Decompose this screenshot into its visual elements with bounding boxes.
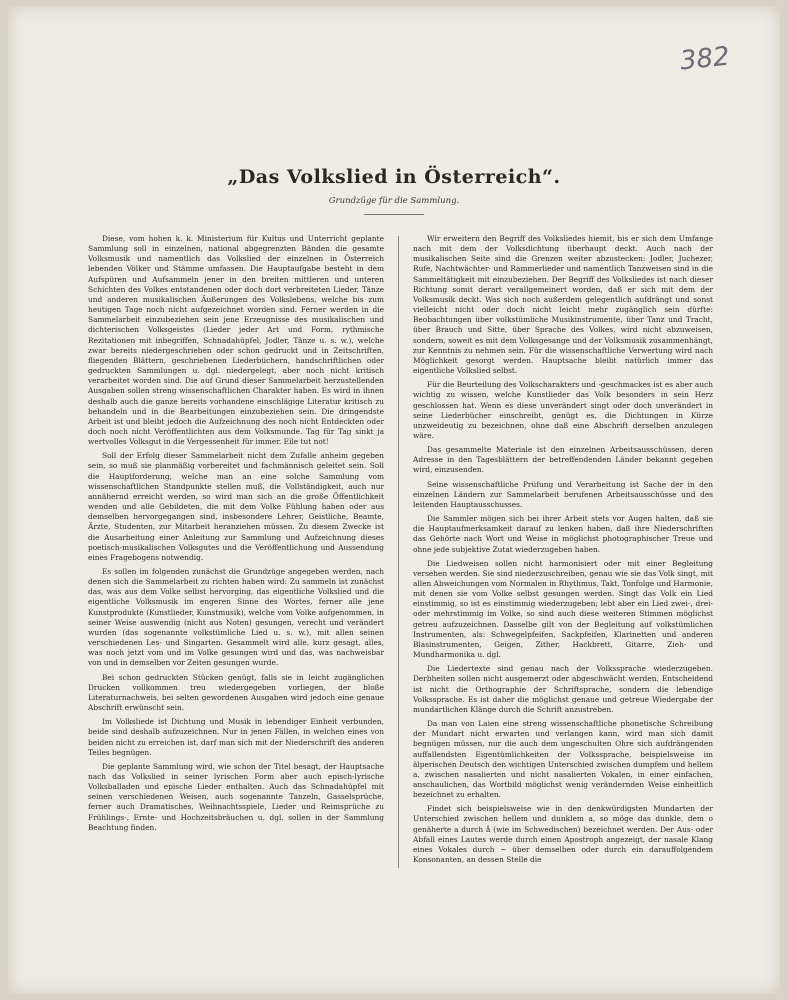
- left-column: [88, 234, 384, 837]
- right-column: [413, 234, 713, 869]
- document-page: [8, 6, 780, 994]
- left-paragraph: Soll der Erfolg dieser Sammelarbeit nicht dem Zufalle anheim gegeben sein, so muß sie planmäßig vorbereitet und fachmännisch geleitet sein. Soll die Hauptforderung, welche man an eine solche Sammlung vom wissenschaftlichen Standpunkte stellen muß, die Vollständigkeit, auch nur annähernd erreicht werden, so wird man sich an die große Öffentlichkeit wenden und alle Gebildeten, die mit dem Volke Fühlung haben oder aus demselben hervorgegangen sind, insbesondere Lehrer, Geistliche, Beamte, Ärzte, Studenten, zur Mitarbeit heranziehen müssen. Zu diesem Zwecke ist die Ausarbeitung einer Anleitung zur Sammlung und Aufzeichnung dieses poetisch-musikalischen Volksgutes und die Veröffentlichung und Aussendung eines Fragebogens notwendig.: [88, 451, 384, 562]
- right-paragraph: Findet sich beispielsweise wie in den denkwürdigsten Mundarten der Unterschied zwischen hellem und dunklem a, so möge das dunkle, dem o genäherte a durch å (wie im Schwedischen) bezeichnet werden. Der Aus- oder Abfall eines Lautes werde durch einen Apostroph angezeigt, der nasale Klang eines Vokales durch ~ über demselben oder durch ein darauffolgendem Konsonanten, an dessen Stelle die: [413, 804, 713, 865]
- left-paragraph: Die geplante Sammlung wird, wie schon der Titel besagt, der Hauptsache nach das Volkslied in seiner lyrischen Form aber auch episch-lyrische Volksballaden und epische Lieder enthalten. Auch das Schnadahüpfel mit seinen verschiedenen Weisen, auch sogenannte Tanzeln, Gasselsprüche, ferner auch Dramatisches, Weihnachtsspiele, Lieder und Reimsprüche zu Frühlings-, Ernte- und Hochzeitsbräuchen u. dgl. sollen in der Sammlung Beachtung finden.: [88, 761, 384, 832]
- right-paragraph: Für die Beurteilung des Volkscharakters und -geschmackes ist es aber auch wichtig zu wissen, welche Kunstlieder das Volk besonders in sein Herz geschlossen hat. Wenn es diese unverändert singt oder doch unverändert in seine Liederbücher einschreibt, genügt es, die Dichtungen in Kürze unzweideutig zu bezeichnen, ohne daß eine Abschrift derselben anzulegen wäre.: [413, 380, 713, 440]
- right-paragraph: Die Liedertexte sind genau nach der Volkssprache wiederzugeben. Derbheiten sollen nicht ausgemerzt oder abgeschwächt werden. Entscheidend ist nicht die Orthographie der Schriftsprache, sondern die lebendige Volkssprache. Es ist daher die möglichst genaue und getreue Wiedergabe der mundartlichen Klänge durch die Schrift anzustreben.: [413, 664, 713, 714]
- right-paragraph: Seine wissenschaftliche Prüfung und Verarbeitung ist Sache der in den einzelnen Ländern zur Sammelarbeit berufenen Arbeitsausschüsse und des leitenden Hauptausschusses.: [413, 479, 713, 509]
- left-paragraph: Diese, vom hohen k. k. Ministerium für Kultus und Unterricht geplante Sammlung soll in einzelnen, national abgegrenzten Bänden die gesamte Volksmusik und namentlich das Volkslied der einzelnen in Österreich lebenden Völker und Stämme umfassen. Die Hauptaufgabe besteht in dem Aufspüren und Aufsammeln jener in den breiten mittleren und unteren Schichten des Volkes entstandenen oder doch dort verbreiteten Lieder, Tänze und anderen musikalischen Äußerungen des Volkslebens, welche bis zum heutigen Tage noch nicht aufgezeichnet worden sind. Ferner werden in die Sammelarbeit einzubeziehen sein jene Erzeugnisse des musikalischen und dichterischen Volksgeistes (Lieder jeder Art und Form, rythmische Rezitationen mit inbegriffen, Schnadahüpfel, Jodler, Tänze u. s. w.), welche zwar bereits niedergeschrieben oder schon gedruckt und in Zeitschriften, fliegenden Blättern, geschriebenen Liederbüchern, handschriftlichen oder gedruckten Sammlungen u. dgl. niedergelegt, aber noch nicht kritisch verarbeitet worden sind. Die auf Grund dieser Sammelarbeit herzustellenden Ausgaben sollen streng wissenschaftlichen Charakter haben. Es wird in ihnen deshalb auch die ganze bereits vorhandene einschlägige Literatur kritisch zu behandeln und in die Bearbeitungen einzubeziehen sein. Die dringendste Arbeit ist und bleibt jedoch die Aufzeichnung des noch nicht Entdeckten oder doch noch nicht Veröffentlichten aus dem Volksmunde. Tag für Tag sinkt ja wertvolles Volksgut in die Vergessenheit für immer. Eile tut not!: [88, 234, 384, 447]
- right-paragraph: Die Sammler mögen sich bei ihrer Arbeit stets vor Augen halten, daß sie die Hauptaufmerksamkeit darauf zu lenken haben, daß ihre Niederschriften das Gehörte nach Wort und Weise in möglichst photographischer Treue und ohne jede subjektive Zutat wiederzugeben haben.: [413, 514, 713, 554]
- right-paragraph: Wir erweitern den Begriff des Volksliedes hiemit, bis er sich dem Umfange nach mit dem der Volksdichtung überhaupt deckt. Auch nach der musikalischen Seite sind die Grenzen weiter abzustecken: Jodler, Juchezer, Rufe, Nachtwächter- und Rammerlieder und namentlich Tanzweisen sind in die Sammeltätigkeit mit einzubeziehen. Der Begriff des Volksliedes ist nach dieser Richtung somit derart verallgemeinert worden, daß er sich mit dem der Volksmusik deckt. Was sich noch außerdem gelegentlich aufdrängt und sonst vielleicht nicht oder doch nicht leicht mehr zugänglich sein dürfte: Beobachtungen über volkstümliche Musikinstrumente, über Tanz und Tracht, über Brauch und Sitte, über Sprache des Volkes, wird nicht abzuweisen, sondern, soweit es mit dem Volksgesange und der Volksmusik zusammenhängt, zur Kenntnis zu nehmen sein. Für die wissenschaftliche Verwertung wird nach Möglichkeit gesorgt werden. Hauptsache bleibt natürlich immer das eigentliche Volkslied selbst.: [413, 234, 713, 376]
- folio-number: 382: [678, 41, 732, 77]
- column-divider: [398, 236, 399, 868]
- right-paragraph: Die Liedweisen sollen nicht harmonisiert oder mit einer Begleitung versehen werden. Sie sind niederzuschreiben, genau wie sie das Volk singt, mit allen Abweichungen vom Normalen in Rhythmus, Takt, Tonfolge und Harmonie, mit denen sie vom Volke selbst gesungen werden. Singt das Volk ein Lied einstimmig, so ist es einstimmig wiederzugeben; lebt aber ein Lied zwei-, drei- oder mehrstimmig im Volke, so sind auch diese weiteren Stimmen möglichst getreu aufzuzeichnen. Dasselbe gilt von der Begleitung auf volkstümlichen Instrumenten, als: Schwegelpfeifen, Sackpfeifen, Klarinetten und anderen Blasinstrumenten, Geigen, Zither, Hackbrett, Gitarre, Zieh- und Mundharmonika u. dgl.: [413, 558, 713, 660]
- document-title: „Das Volkslied in Österreich“.: [227, 166, 561, 188]
- right-paragraph: Da man von Laien eine streng wissenschaftliche phonetische Schreibung der Mundart nicht erwarten und verlangen kann, wird man sich damit begnügen müssen, nur die auch dem ungeschulten Ohre sich aufdrängenden auffallendsten Eigentümlichkeiten der Volkssprache, beispielsweise im älperischen Deutsch den wichtigen Unterschied zwischen dumpfem und hellem a, zwischen nasalierten und nicht nasalierten Vokalen, in einer einfachen, anschaulichen, das Wortbild möglichst wenig verändernden Weise einheitlich bezeichnet zu erhalten.: [413, 719, 713, 800]
- right-paragraph: Das gesammelte Materiale ist den einzelnen Arbeitsausschüssen, deren Adresse in den Tagesblättern der betreffendenden Länder bekannt gegeben wird, einzusenden.: [413, 445, 713, 475]
- title-rule: [364, 214, 424, 215]
- left-paragraph: Bei schon gedruckten Stücken genügt, falls sie in leicht zugänglichen Drucken vollkommen treu wiedergegeben vorliegen, der bloße Literaturnachweis, bei selten gewordenen Ausgaben wird jedoch eine genaue Abschrift erwünscht sein.: [88, 672, 384, 713]
- left-paragraph: Es sollen im folgenden zunächst die Grundzüge angegeben werden, nach denen sich die Sammelarbeit zu richten haben wird: Zu sammeln ist zunächst das, was aus dem Volke selbst hervorging, das eigentliche Volkslied und die eigentliche Volksmusik im engeren Sinne des Wortes, ferner alle jene Kunstprodukte (Kunstlieder, Kunstmusik), welche vom Volke aufgenommen, in seiner Weise auswendig (nicht aus Noten) gesungen, verecht und verändert wurden (das sogenannte volkstümliche Lied u. s. w.), mit allen seinen verschiedenen Les- und Singarten. Gesammelt wird alle, kurz gesagt, alles, was noch jetzt vom und im Volke gesungen wird und das, was nachweisbar von und in demselben vor Zeiten gesungen wurde.: [88, 567, 384, 668]
- document-subtitle: Grundzüge für die Sammlung.: [328, 196, 460, 206]
- left-paragraph: Im Volksliede ist Dichtung und Musik in lebendiger Einheit verbunden, beide sind deshalb aufzuzeichnen. Nur in jenen Fällen, in welchen eines von beiden nicht zu erreichen ist, darf man sich mit der Niederschrift des anderen Teiles begnügen.: [88, 717, 384, 757]
